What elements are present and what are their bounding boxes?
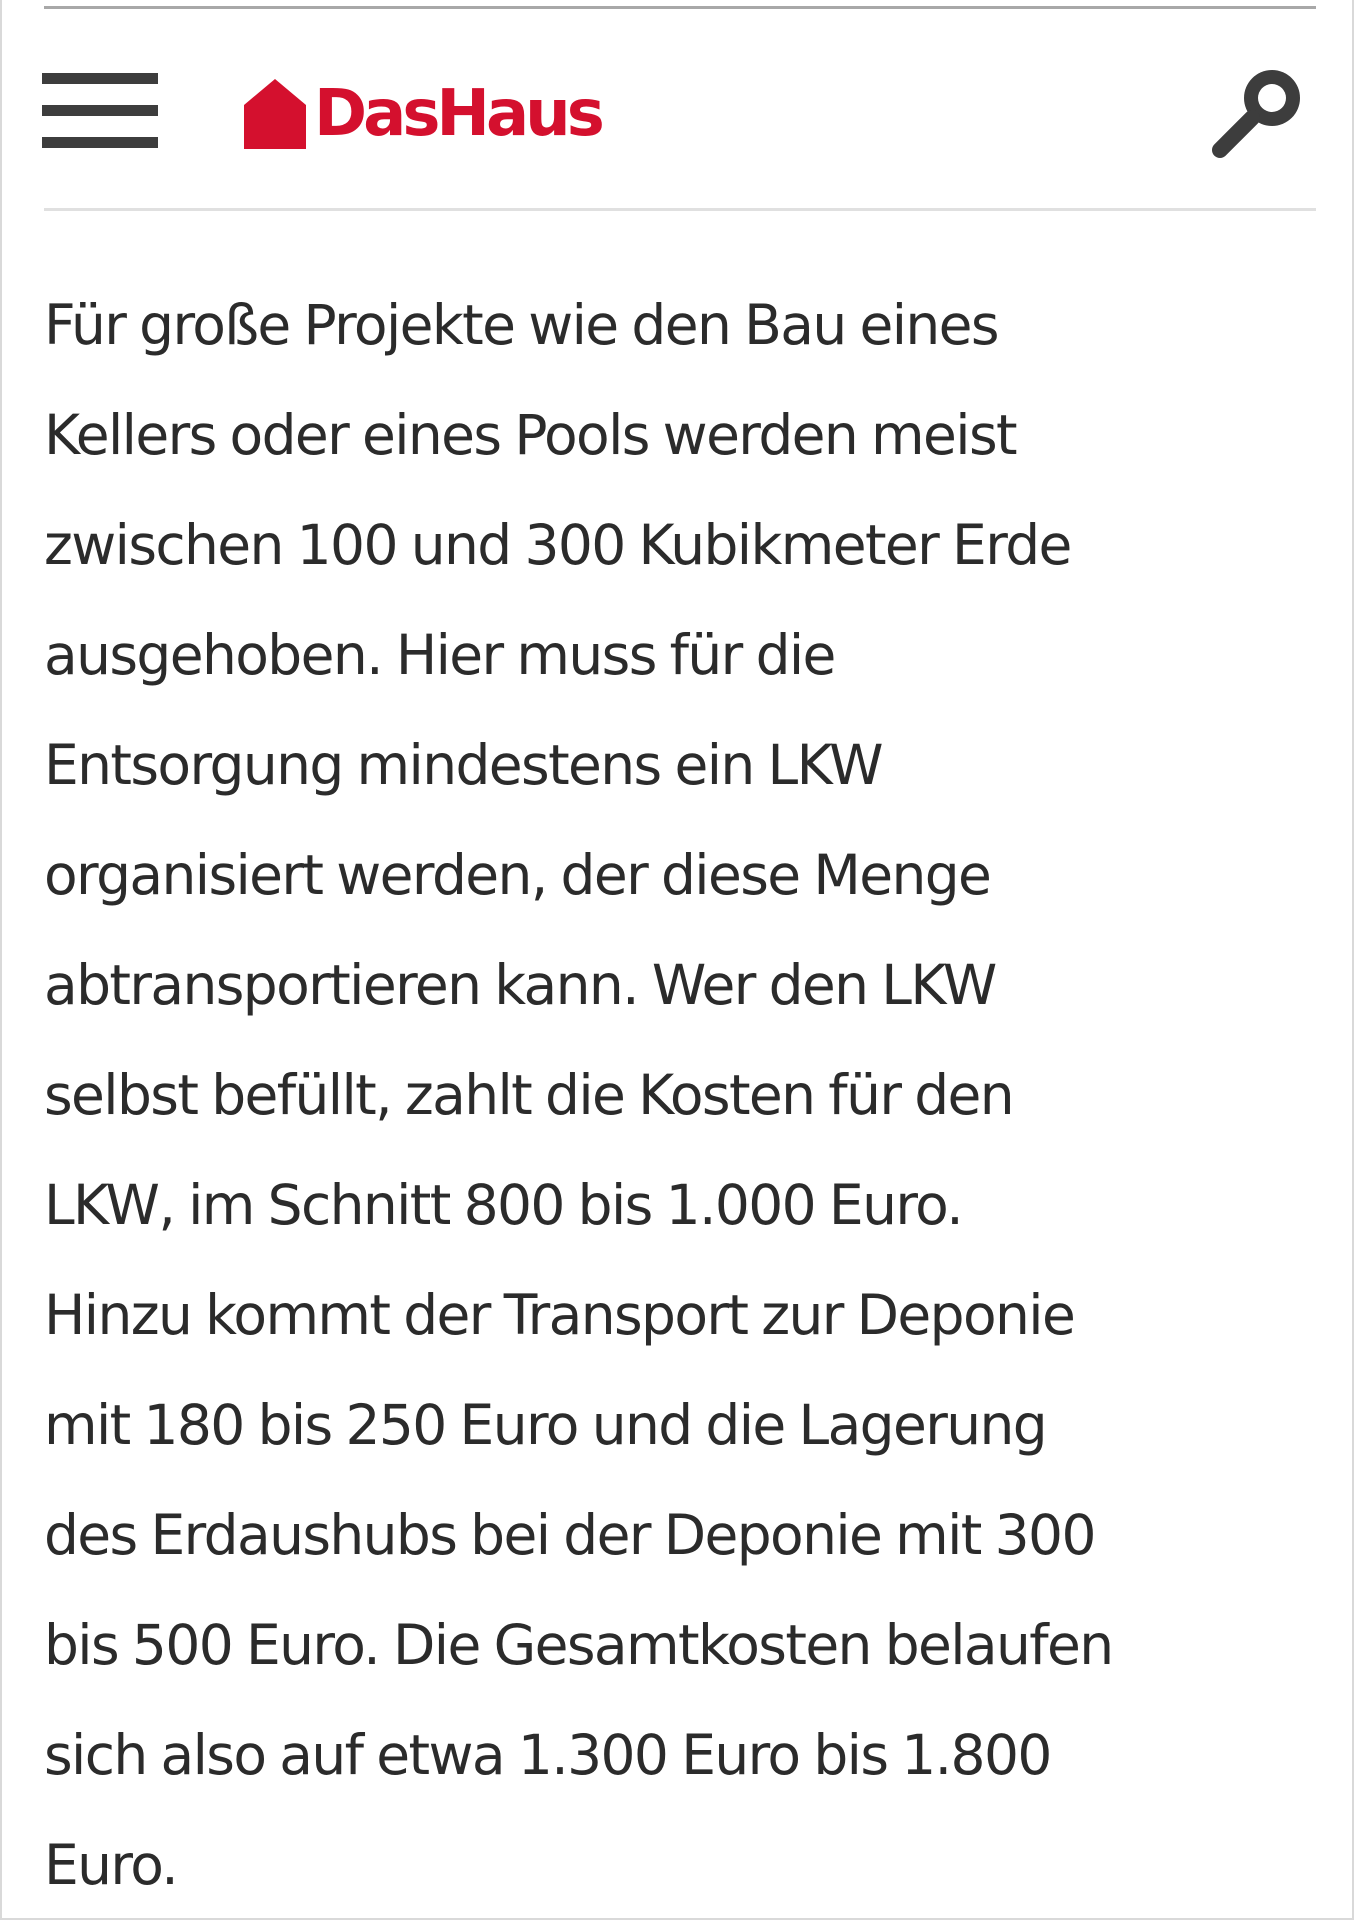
text-line: Für große Projekte wie den Bau eines bbox=[44, 293, 998, 357]
search-icon[interactable] bbox=[1210, 62, 1310, 162]
house-icon bbox=[244, 79, 306, 149]
text-line: ausgehoben. Hier muss für die bbox=[44, 623, 835, 687]
text-line: mit 180 bis 250 Euro und die Lagerung bbox=[44, 1393, 1047, 1457]
text-line: Hinzu kommt der Transport zur Deponie bbox=[44, 1283, 1075, 1347]
text-line: abtransportieren kann. Wer den LKW bbox=[44, 953, 996, 1017]
text-line: Kellers oder eines Pools werden meist bbox=[44, 403, 1016, 467]
site-header bbox=[0, 40, 1354, 190]
article-paragraph bbox=[44, 270, 1314, 1920]
text-line: zwischen 100 und 300 Kubikmeter Erde bbox=[44, 513, 1071, 577]
text-line: des Erdaushubs bei der Deponie mit 300 bbox=[44, 1503, 1095, 1567]
text-line: organisiert werden, der diese Menge bbox=[44, 843, 991, 907]
text-line: Entsorgung mindestens ein LKW bbox=[44, 733, 882, 797]
text-line: bis 500 Euro. Die Gesamtkosten belaufen bbox=[44, 1613, 1113, 1677]
text-line: LKW, im Schnitt 800 bis 1.000 Euro. bbox=[44, 1173, 963, 1237]
text-line: selbst befüllt, zahlt die Kosten für den bbox=[44, 1063, 1014, 1127]
text-line: Euro. bbox=[44, 1833, 178, 1897]
hamburger-menu-icon[interactable] bbox=[42, 73, 158, 148]
top-border-line bbox=[44, 6, 1316, 9]
site-logo[interactable] bbox=[244, 74, 601, 154]
logo-text: DasHaus bbox=[314, 77, 601, 151]
text-line: sich also auf etwa 1.300 Euro bis 1.800 bbox=[44, 1723, 1051, 1787]
header-divider bbox=[44, 208, 1316, 211]
